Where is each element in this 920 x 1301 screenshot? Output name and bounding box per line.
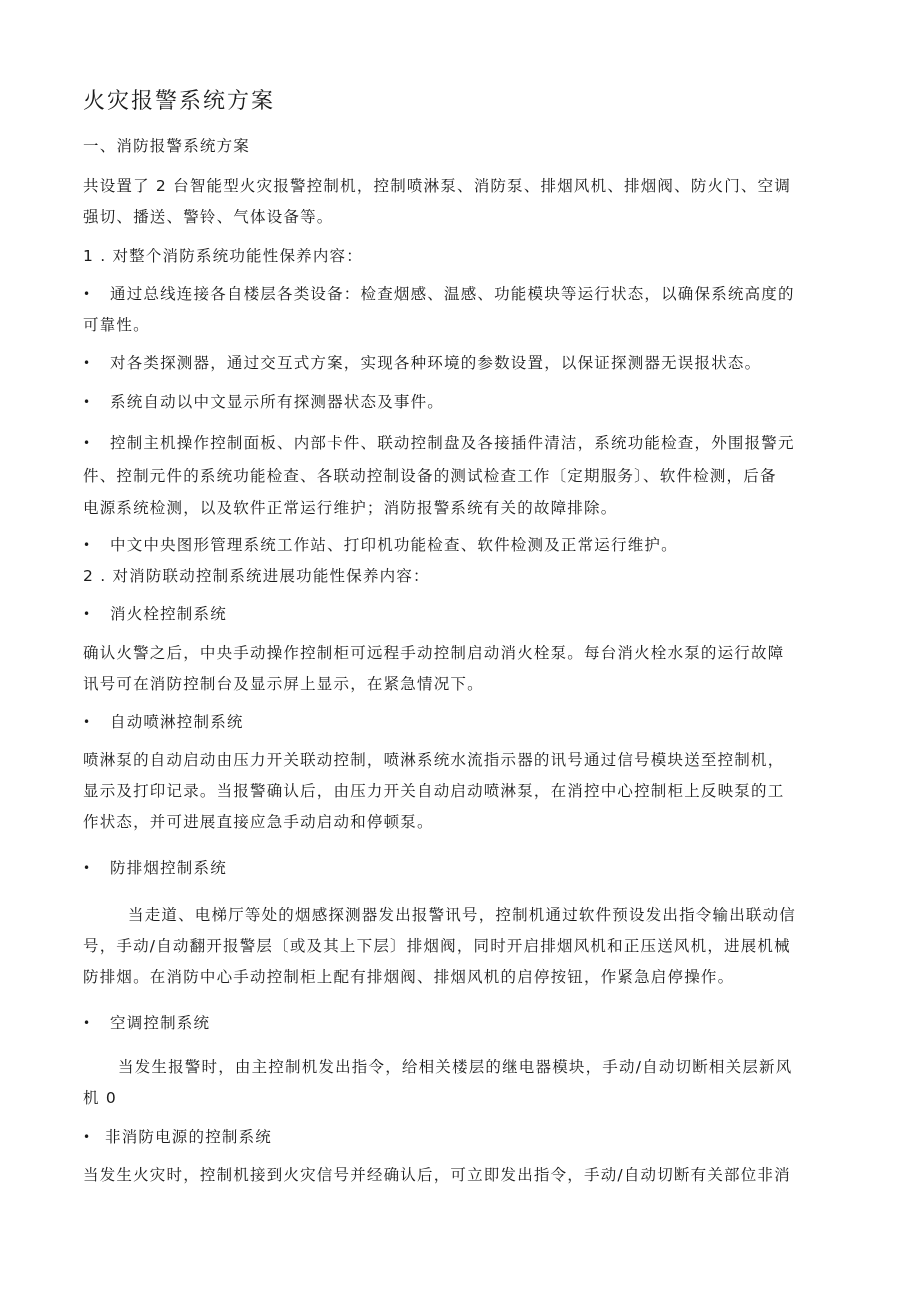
paragraph-line: 号，手动/自动翻开报警层〔或及其上下层〕排烟阀，同时开启排烟风机和正压送风机，进展机械 bbox=[83, 937, 791, 955]
paragraph-line: 当走道、电梯厅等处的烟感探测器发出报警讯号，控制机通过软件预设发出指令输出联动信 bbox=[128, 906, 797, 924]
subsystem-title: 自动喷淋控制系统 bbox=[110, 713, 244, 731]
paragraph-line: 防排烟。在消防中心手动控制柜上配有排烟阀、排烟风机的启停按钮，作紧急启停操作。 bbox=[83, 968, 735, 986]
bullet-dot: • bbox=[83, 1130, 91, 1144]
bullet-dot: • bbox=[83, 436, 91, 450]
bullet-text: 对各类探测器，通过交互式方案，实现各种环境的参数设置，以保证探测器无误报状态。 bbox=[110, 354, 762, 372]
bullet-dot: • bbox=[83, 395, 91, 409]
bullet-dot: • bbox=[83, 1016, 91, 1030]
paragraph-line: 当发生报警时，由主控制机发出指令，给相关楼层的继电器模块，手动/自动切断相关层新风 bbox=[118, 1058, 793, 1076]
subsystem-title: 消火栓控制系统 bbox=[110, 605, 227, 623]
bullet-dot: • bbox=[83, 287, 91, 301]
section-heading: 一、消防报警系统方案 bbox=[83, 137, 251, 155]
bullet-text: 电源系统检测，以及软件正常运行维护；消防报警系统有关的故障排除。 bbox=[83, 499, 618, 517]
bullet-text: 控制主机操作控制面板、内部卡件、联动控制盘及各接插件清洁，系统功能检查，外围报警元 bbox=[110, 434, 795, 452]
subsystem-title: 非消防电源的控制系统 bbox=[105, 1128, 273, 1146]
bullet-dot: • bbox=[83, 607, 91, 621]
paragraph-line: 当发生火灾时，控制机接到火灾信号并经确认后，可立即发出指令，手动/自动切断有关部位非消 bbox=[83, 1166, 791, 1184]
bullet-text: 件、控制元件的系统功能检查、各联动控制设备的测试检查工作〔定期服务〕、软件检测，后备 bbox=[83, 467, 777, 485]
item-heading: 2 . 对消防联动控制系统进展功能性保养内容： bbox=[83, 567, 430, 585]
paragraph-line: 喷淋泵的自动启动由压力开关联动控制，喷淋系统水流指示器的讯号通过信号模块送至控制机， bbox=[83, 751, 785, 769]
bullet-text: 系统自动以中文显示所有探测器状态及事件。 bbox=[110, 393, 445, 411]
bullet-text: 中文中央图形管理系统工作站、打印机功能检查、软件检测及正常运行维护。 bbox=[110, 536, 678, 554]
doc-title: 火灾报警系统方案 bbox=[83, 89, 276, 114]
paragraph-line: 讯号可在消防控制台及显示屏上显示，在紧急情况下。 bbox=[83, 675, 484, 693]
paragraph-line: 显示及打印记录。当报警确认后，由压力开关自动启动喷淋泵，在消控中心控制柜上反映泵的工 bbox=[83, 782, 785, 800]
paragraph-line: 确认火警之后，中央手动操作控制柜可远程手动控制启动消火栓泵。每台消火栓水泵的运行故障 bbox=[83, 644, 785, 662]
bullet-text: 可靠性。 bbox=[83, 316, 150, 334]
subsystem-title: 防排烟控制系统 bbox=[110, 859, 227, 877]
item-heading: 1 . 对整个消防系统功能性保养内容： bbox=[83, 247, 363, 265]
bullet-dot: • bbox=[83, 715, 91, 729]
paragraph-line: 作状态，并可进展直接应急手动启动和停顿泵。 bbox=[83, 813, 434, 831]
intro-line: 共设置了 2 台智能型火灾报警控制机，控制喷淋泵、消防泵、排烟风机、排烟阀、防火门、空调 bbox=[83, 177, 792, 195]
bullet-dot: • bbox=[83, 538, 91, 552]
bullet-dot: • bbox=[83, 356, 91, 370]
bullet-dot: • bbox=[83, 861, 91, 875]
bullet-text: 通过总线连接各自楼层各类设备：检查烟感、温感、功能模块等运行状态，以确保系统高度的 bbox=[110, 285, 795, 303]
intro-line: 强切、播送、警铃、气体设备等。 bbox=[83, 208, 334, 226]
subsystem-title: 空调控制系统 bbox=[110, 1014, 211, 1032]
paragraph-line: 机 0 bbox=[83, 1089, 117, 1107]
